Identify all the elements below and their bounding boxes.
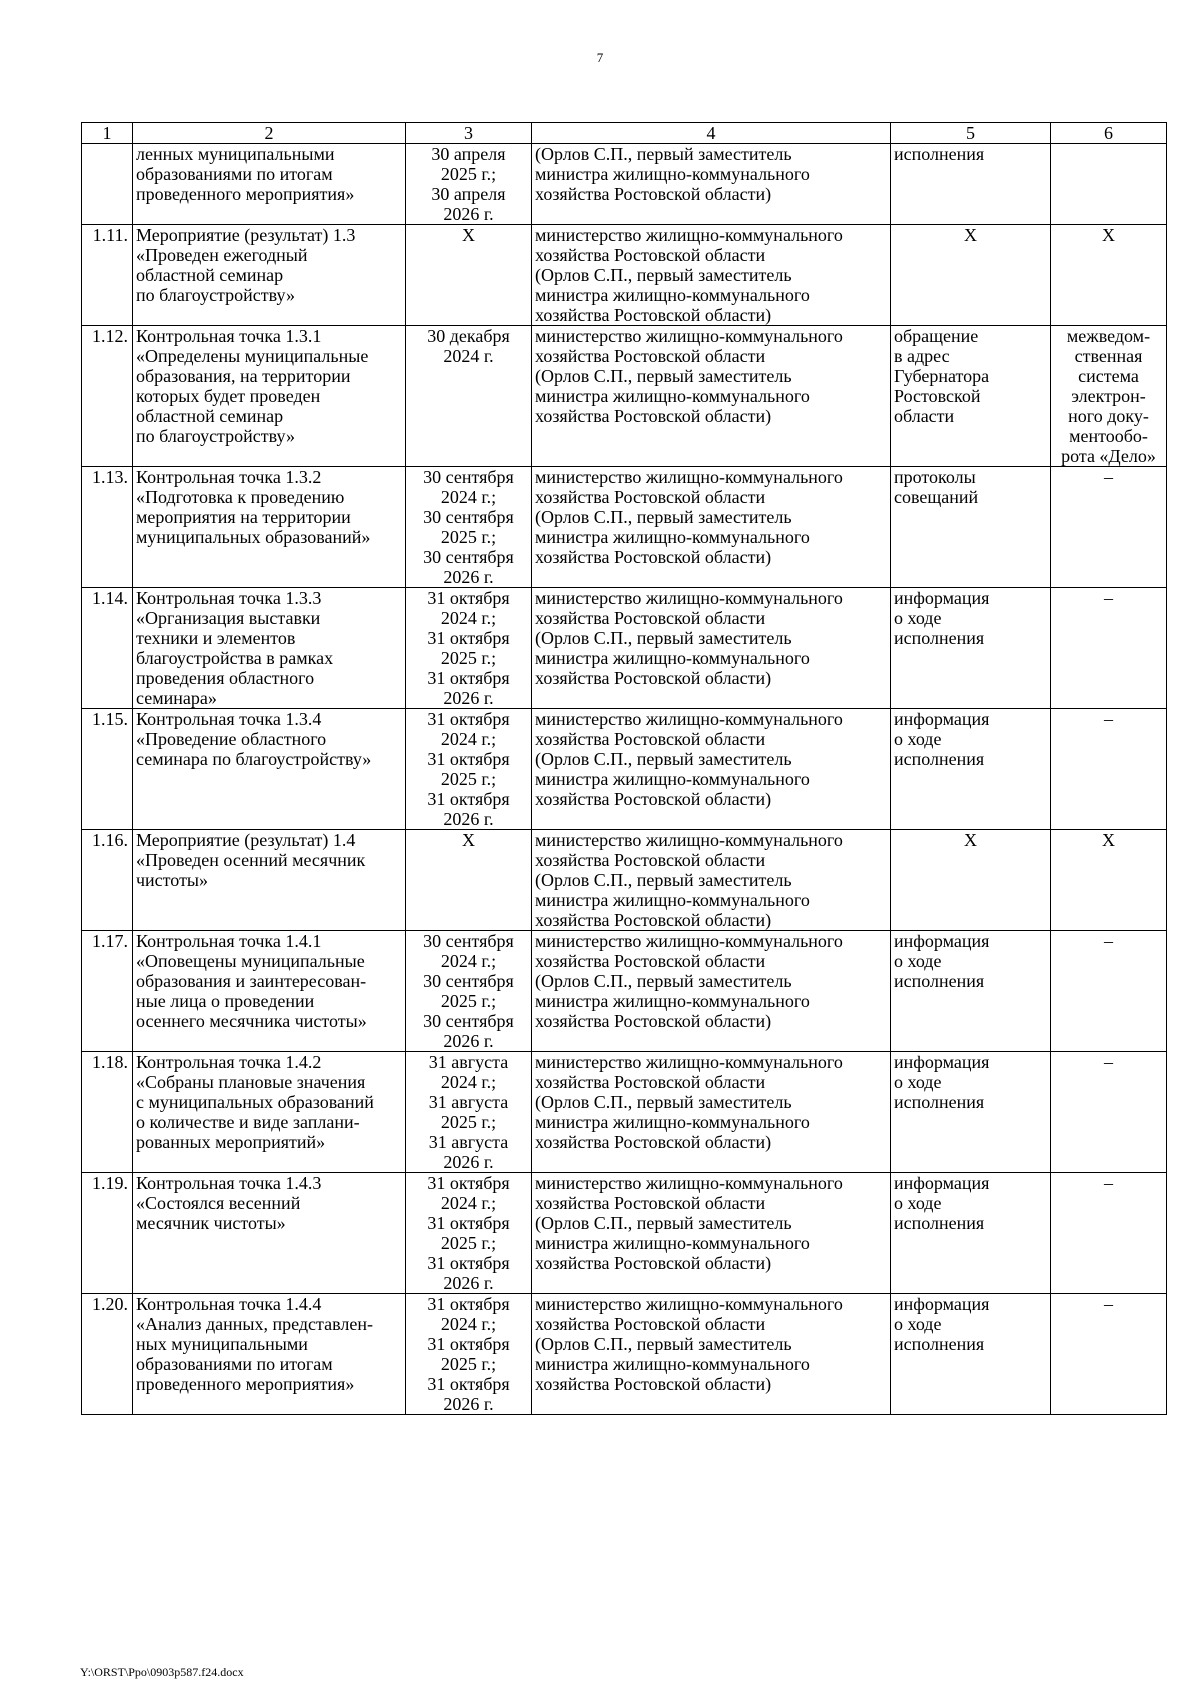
row-system bbox=[1051, 144, 1167, 225]
row-responsible: министерство жилищно-коммунального хозяйства Ростовской области (Орлов С.П., первый заместитель министра жилищно-коммунального хозяйства Ростовской области) bbox=[532, 1294, 891, 1415]
row-date: 30 сентября 2024 г.; 30 сентября 2025 г.; 30 сентября 2026 г. bbox=[406, 931, 532, 1052]
row-system: X bbox=[1051, 225, 1167, 326]
table-row bbox=[82, 709, 1167, 830]
row-name: Мероприятие (результат) 1.4 «Проведен осенний месячник чистоты» bbox=[133, 830, 406, 931]
row-responsible: министерство жилищно-коммунального хозяйства Ростовской области (Орлов С.П., первый заместитель министра жилищно-коммунального хозяйства Ростовской области) bbox=[532, 1052, 891, 1173]
table-row bbox=[82, 144, 1167, 225]
table-row bbox=[82, 1294, 1167, 1415]
row-name: ленных муниципальными образованиями по итогам проведенного мероприятия» bbox=[133, 144, 406, 225]
row-name: Контрольная точка 1.4.2 «Собраны плановые значения с муниципальных образований о количестве и виде заплани- рованных мероприятий» bbox=[133, 1052, 406, 1173]
row-responsible: министерство жилищно-коммунального хозяйства Ростовской области (Орлов С.П., первый заместитель министра жилищно-коммунального хозяйства Ростовской области) bbox=[532, 225, 891, 326]
column-header-4: 4 bbox=[532, 123, 891, 144]
row-number: 1.19. bbox=[82, 1173, 133, 1294]
file-path-footer: Y:\ORST\Ppo\0903p587.f24.docx bbox=[80, 1665, 244, 1679]
row-system: межведом- ственная система электрон- ного доку- ментообо- рота «Дело» bbox=[1051, 326, 1167, 467]
row-number: 1.12. bbox=[82, 326, 133, 467]
row-responsible: министерство жилищно-коммунального хозяйства Ростовской области (Орлов С.П., первый заместитель министра жилищно-коммунального хозяйства Ростовской области) bbox=[532, 1173, 891, 1294]
row-name: Контрольная точка 1.4.3 «Состоялся весенний месячник чистоты» bbox=[133, 1173, 406, 1294]
row-document: информация о ходе исполнения bbox=[891, 1052, 1051, 1173]
row-document: протоколы совещаний bbox=[891, 467, 1051, 588]
row-system: – bbox=[1051, 709, 1167, 830]
row-date: X bbox=[406, 225, 532, 326]
row-date: 30 апреля 2025 г.; 30 апреля 2026 г. bbox=[406, 144, 532, 225]
table-row bbox=[82, 588, 1167, 709]
row-date: 31 октября 2024 г.; 31 октября 2025 г.; 31 октября 2026 г. bbox=[406, 1294, 532, 1415]
column-header-2: 2 bbox=[133, 123, 406, 144]
row-number: 1.14. bbox=[82, 588, 133, 709]
plan-table bbox=[81, 122, 1167, 1415]
row-responsible: министерство жилищно-коммунального хозяйства Ростовской области (Орлов С.П., первый заместитель министра жилищно-коммунального хозяйства Ростовской области) bbox=[532, 709, 891, 830]
row-number bbox=[82, 144, 133, 225]
row-date: 31 августа 2024 г.; 31 августа 2025 г.; 31 августа 2026 г. bbox=[406, 1052, 532, 1173]
row-system: – bbox=[1051, 588, 1167, 709]
row-name: Контрольная точка 1.3.2 «Подготовка к проведению мероприятия на территории муниципальных образований» bbox=[133, 467, 406, 588]
row-number: 1.17. bbox=[82, 931, 133, 1052]
row-document: информация о ходе исполнения bbox=[891, 1294, 1051, 1415]
row-date: 30 декабря 2024 г. bbox=[406, 326, 532, 467]
table-row bbox=[82, 326, 1167, 467]
table-row bbox=[82, 830, 1167, 931]
row-number: 1.13. bbox=[82, 467, 133, 588]
column-header-6: 6 bbox=[1051, 123, 1167, 144]
row-system: – bbox=[1051, 931, 1167, 1052]
row-name: Контрольная точка 1.3.3 «Организация выставки техники и элементов благоустройства в рамках проведения областного семинара» bbox=[133, 588, 406, 709]
row-date: 31 октября 2024 г.; 31 октября 2025 г.; 31 октября 2026 г. bbox=[406, 709, 532, 830]
row-document: информация о ходе исполнения bbox=[891, 931, 1051, 1052]
row-date: 31 октября 2024 г.; 31 октября 2025 г.; 31 октября 2026 г. bbox=[406, 588, 532, 709]
table-row bbox=[82, 931, 1167, 1052]
row-document: исполнения bbox=[891, 144, 1051, 225]
row-document: обращение в адрес Губернатора Ростовской области bbox=[891, 326, 1051, 467]
row-name: Контрольная точка 1.3.1 «Определены муниципальные образования, на территории которых будет проведен областной семинар по благоустройству» bbox=[133, 326, 406, 467]
row-name: Мероприятие (результат) 1.3 «Проведен ежегодный областной семинар по благоустройству» bbox=[133, 225, 406, 326]
row-number: 1.16. bbox=[82, 830, 133, 931]
row-number: 1.11. bbox=[82, 225, 133, 326]
row-document: информация о ходе исполнения bbox=[891, 1173, 1051, 1294]
column-header-3: 3 bbox=[406, 123, 532, 144]
column-header-5: 5 bbox=[891, 123, 1051, 144]
row-system: X bbox=[1051, 830, 1167, 931]
row-name: Контрольная точка 1.4.1 «Оповещены муниципальные образования и заинтересован- ные лица о проведении осеннего месячника чистоты» bbox=[133, 931, 406, 1052]
row-date: 30 сентября 2024 г.; 30 сентября 2025 г.; 30 сентября 2026 г. bbox=[406, 467, 532, 588]
row-document: информация о ходе исполнения bbox=[891, 709, 1051, 830]
row-responsible: министерство жилищно-коммунального хозяйства Ростовской области (Орлов С.П., первый заместитель министра жилищно-коммунального хозяйства Ростовской области) bbox=[532, 830, 891, 931]
row-date: X bbox=[406, 830, 532, 931]
row-document: X bbox=[891, 830, 1051, 931]
row-document: информация о ходе исполнения bbox=[891, 588, 1051, 709]
row-number: 1.20. bbox=[82, 1294, 133, 1415]
row-name: Контрольная точка 1.3.4 «Проведение областного семинара по благоустройству» bbox=[133, 709, 406, 830]
row-responsible: министерство жилищно-коммунального хозяйства Ростовской области (Орлов С.П., первый заместитель министра жилищно-коммунального хозяйства Ростовской области) bbox=[532, 326, 891, 467]
table-row bbox=[82, 225, 1167, 326]
table-row bbox=[82, 1173, 1167, 1294]
row-responsible: министерство жилищно-коммунального хозяйства Ростовской области (Орлов С.П., первый заместитель министра жилищно-коммунального хозяйства Ростовской области) bbox=[532, 931, 891, 1052]
row-system: – bbox=[1051, 467, 1167, 588]
row-number: 1.18. bbox=[82, 1052, 133, 1173]
column-header-1: 1 bbox=[82, 123, 133, 144]
row-document: X bbox=[891, 225, 1051, 326]
row-responsible: министерство жилищно-коммунального хозяйства Ростовской области (Орлов С.П., первый заместитель министра жилищно-коммунального хозяйства Ростовской области) bbox=[532, 588, 891, 709]
row-responsible: министерство жилищно-коммунального хозяйства Ростовской области (Орлов С.П., первый заместитель министра жилищно-коммунального хозяйства Ростовской области) bbox=[532, 467, 891, 588]
row-system: – bbox=[1051, 1294, 1167, 1415]
row-number: 1.15. bbox=[82, 709, 133, 830]
row-system: – bbox=[1051, 1052, 1167, 1173]
table-header-row bbox=[82, 123, 1167, 144]
table-row bbox=[82, 1052, 1167, 1173]
row-date: 31 октября 2024 г.; 31 октября 2025 г.; 31 октября 2026 г. bbox=[406, 1173, 532, 1294]
row-system: – bbox=[1051, 1173, 1167, 1294]
table-row bbox=[82, 467, 1167, 588]
row-responsible: (Орлов С.П., первый заместитель министра жилищно-коммунального хозяйства Ростовской области) bbox=[532, 144, 891, 225]
page-number: 7 bbox=[596, 50, 604, 65]
row-name: Контрольная точка 1.4.4 «Анализ данных, представлен- ных муниципальными образованиями по итогам проведенного мероприятия» bbox=[133, 1294, 406, 1415]
